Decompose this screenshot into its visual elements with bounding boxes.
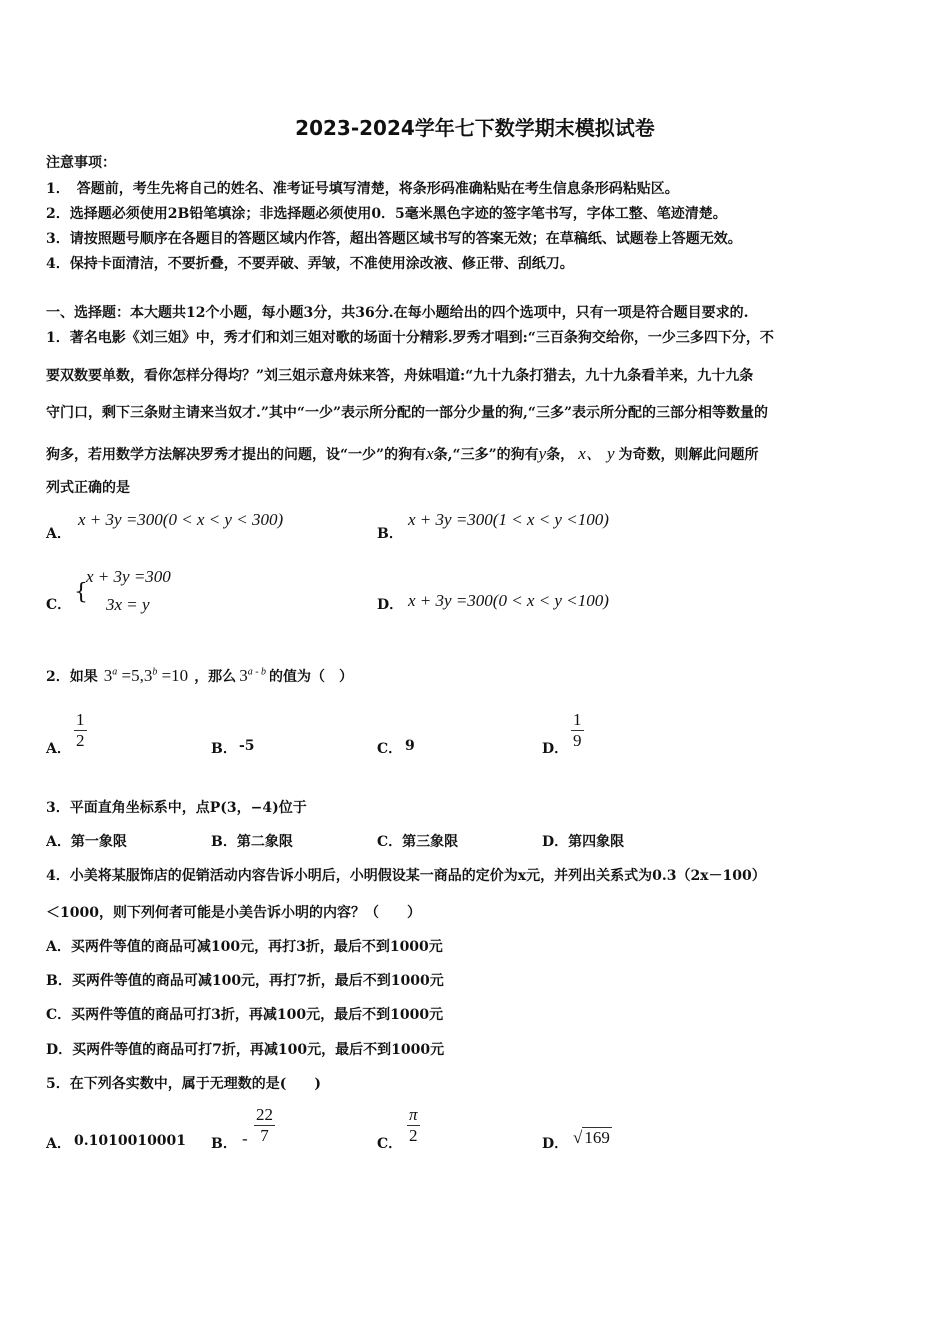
q2-expr-base: 3 <box>239 666 248 685</box>
q1-option-c-line1: x + 3y =300 <box>86 567 171 586</box>
q5-option-b-label: B． <box>211 1136 237 1152</box>
notice-item: 1． 答题前，考生先将自己的姓名、准考证号填写清楚，将条形码准确粘贴在考生信息条形码粘贴区。 <box>46 181 679 197</box>
q5-option-a-label: A． <box>46 1136 71 1152</box>
q5-option-a-value: 0.1010010001 <box>74 1133 187 1149</box>
q2-option-c-value: 9 <box>405 738 415 754</box>
q3-option-c: C．第三象限 <box>377 834 459 850</box>
denominator: 7 <box>254 1125 275 1146</box>
q2-option-a-fraction <box>74 710 87 751</box>
q5-stem: 5．在下列各实数中，属于无理数的是( ) <box>46 1076 321 1092</box>
q2-exp-a: a <box>112 666 118 678</box>
q2-cond-end: =10 <box>157 666 189 685</box>
q3-stem: 3．平面直角坐标系中，点P(3，−4)位于 <box>46 800 307 816</box>
q3-option-b: B．第二象限 <box>211 834 293 850</box>
numerator: 22 <box>256 1105 273 1124</box>
q5-option-d-sqrt <box>573 1128 612 1148</box>
q2-cond-mid: =5,3 <box>117 666 153 685</box>
q2-text: 2．如果 <box>46 669 98 685</box>
q2-text: ，那么 <box>194 669 237 685</box>
numerator: 1 <box>76 710 85 729</box>
denominator: 2 <box>407 1125 420 1146</box>
page-title: 2023-2024学年七下数学期末模拟试卷 <box>295 116 655 140</box>
q1-option-d-expr: x + 3y =300(0 < x < y <100) <box>408 591 609 610</box>
q5-option-d-label: D． <box>542 1136 569 1152</box>
q1-line: 1．著名电影《刘三姐》中，秀才们和刘三姐对歌的场面十分精彩.罗秀才唱到:“三百条狗交给你，一少三多四下分，不 <box>46 330 774 346</box>
q2-expr <box>239 666 266 685</box>
q1-option-d-label: D． <box>377 597 404 613</box>
q5-option-c-label: C． <box>377 1136 403 1152</box>
q1-option-a-label: A． <box>46 526 71 542</box>
var-y: y <box>538 444 547 463</box>
q1-option-c-label: C． <box>46 597 72 613</box>
q3-option-a: A．第一象限 <box>46 834 127 850</box>
q2-option-d-fraction <box>571 710 584 751</box>
q3-option-d: D．第四象限 <box>542 834 625 850</box>
q4-line: 4．小美将某服饰店的促销活动内容告诉小明后，小明假设某一商品的定价为x元，并列出关系式为0.3（2x－100） <box>46 868 766 884</box>
q2-option-a-label: A． <box>46 741 71 757</box>
var-x: x <box>426 444 434 463</box>
sqrt-icon: √ <box>573 1128 583 1147</box>
q1-line: 要双数要单数，看你怎样分得均？”刘三姐示意舟妹来答，舟妹唱道:“九十九条打猎去，九十九条看羊来，九十九条 <box>46 368 754 384</box>
denominator: 2 <box>76 731 85 750</box>
q2-text: 的值为（ ） <box>269 669 354 685</box>
q1-option-b-expr: x + 3y =300(1 < x < y <100) <box>408 510 609 529</box>
q2-condition <box>104 666 188 685</box>
q2-option-d-label: D． <box>542 741 569 757</box>
q4-option-b: B．买两件等值的商品可减100元，再打7折，最后不到1000元 <box>46 973 444 989</box>
q1-line: 列式正确的是 <box>46 480 130 496</box>
q2-option-b-value: -5 <box>239 738 255 754</box>
brace: { <box>74 580 88 605</box>
q1-text: 狗多，若用数学方法解决罗秀才提出的问题，设“一少”的狗有 <box>46 447 427 463</box>
notice-item: 4．保持卡面清洁，不要折叠，不要弄破、弄皱，不准使用涂改液、修正带、刮纸刀。 <box>46 256 574 272</box>
q4-option-d: D．买两件等值的商品可打7折，再减100元，最后不到1000元 <box>46 1042 445 1058</box>
q2-cond-base: 3 <box>103 666 113 685</box>
q5-option-b-sign: - <box>242 1129 248 1148</box>
q1-line: 守门口，剩下三条财主请来当奴才.”其中“一少”表示所分配的一部分少量的狗,“三多”表示所分配的三部分相等数量的 <box>46 405 769 421</box>
q2-option-c-label: C． <box>377 741 403 757</box>
q1-text: 条,“三多”的狗有 <box>433 447 539 463</box>
notice-item: 3．请按照题号顺序在各题目的答题区域内作答，超出答题区域书写的答案无效；在草稿纸、试题卷上答题无效。 <box>46 231 742 247</box>
q2-expr-exp: a - b <box>247 666 267 678</box>
notice-heading: 注意事项： <box>46 155 116 171</box>
denominator: 9 <box>573 731 582 750</box>
q4-option-a: A．买两件等值的商品可减100元，再打3折，最后不到1000元 <box>46 939 443 955</box>
q1-line-4 <box>46 439 759 464</box>
numerator: 1 <box>573 710 582 729</box>
q5-option-c-fraction <box>407 1105 420 1146</box>
q2-option-b-label: B． <box>211 741 237 757</box>
q1-option-b-label: B． <box>377 526 403 542</box>
q4-line: ＜1000，则下列何者可能是小美告诉小明的内容？（ ） <box>46 905 421 921</box>
q1-text: 条， <box>546 447 575 463</box>
numerator: π <box>409 1105 418 1124</box>
var-xy: x、 y <box>578 444 615 463</box>
q5-option-b-fraction <box>254 1105 275 1146</box>
notice-item: 2．选择题必须使用2B铅笔填涂；非选择题必须使用0．5毫米黑色字迹的签字笔书写，字体工整、笔迹清楚。 <box>46 206 727 222</box>
q1-text: 为奇数，则解此问题所 <box>618 447 759 463</box>
q1-option-c-line2: 3x = y <box>106 595 150 614</box>
q1-option-a-expr: x + 3y =300(0 < x < y < 300) <box>78 510 284 529</box>
q2-exp-b: b <box>152 666 158 678</box>
radicand: 169 <box>584 1128 610 1147</box>
q4-option-c: C．买两件等值的商品可打3折，再减100元，最后不到1000元 <box>46 1007 444 1023</box>
section-heading: 一、选择题：本大题共12个小题，每小题3分，共36分.在每小题给出的四个选项中，只有一项是符合题目要求的. <box>46 305 749 321</box>
q2-stem <box>46 666 353 686</box>
